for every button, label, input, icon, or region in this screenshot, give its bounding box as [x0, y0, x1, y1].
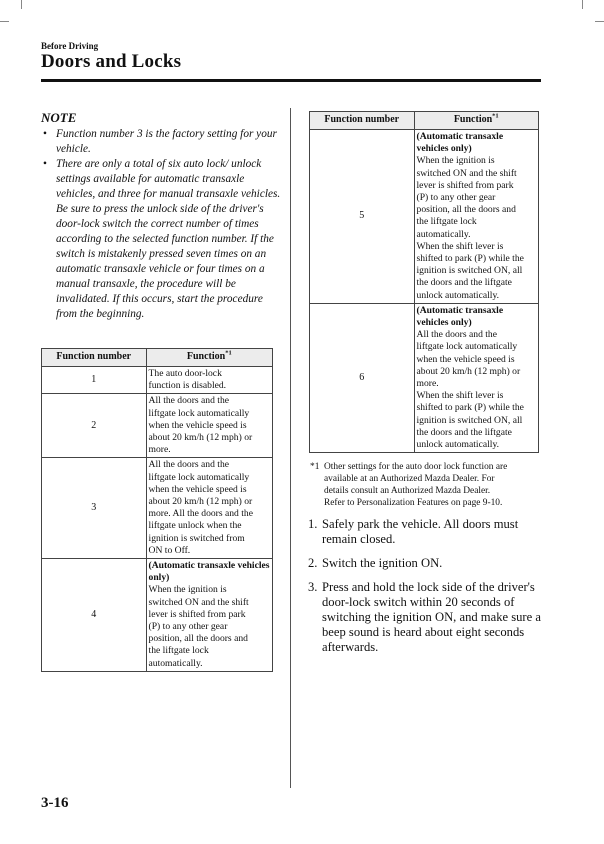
crop-mark — [21, 0, 22, 9]
desc-line: unlock automatically. — [416, 439, 500, 451]
step-number: 2. — [308, 556, 318, 570]
desc-line: position, all the doors and — [148, 633, 248, 645]
note-bullet: • Function number 3 is the factory setting for your vehicle. — [41, 127, 281, 157]
col-header-function — [414, 112, 538, 130]
function-description — [414, 303, 538, 452]
desc-line: function is disabled. — [148, 380, 227, 392]
col-header-function-label: Function — [186, 351, 226, 363]
desc-line: switched ON and the shift — [148, 596, 249, 608]
col-header-number: Function number — [42, 349, 147, 367]
table-row — [42, 458, 273, 559]
desc-line: unlock automatically. — [416, 289, 500, 301]
note-list — [41, 127, 281, 322]
footnote — [310, 461, 540, 509]
desc-line: When the shift lever is — [416, 240, 504, 252]
function-description — [146, 559, 272, 672]
procedure-steps — [308, 517, 544, 664]
desc-line: automatically. — [416, 228, 471, 240]
desc-line: lever is shifted from park — [148, 608, 246, 620]
step-text: Switch the ignition ON. — [322, 556, 443, 570]
desc-line: the liftgate lock — [148, 645, 209, 657]
col-header-function — [146, 349, 272, 367]
table-header-row — [42, 349, 273, 367]
footnote-mark: *1 — [310, 462, 320, 472]
note-title: NOTE — [41, 110, 77, 125]
step-item — [308, 517, 544, 547]
footnote-line: available at an Authorized Mazda Dealer. For — [324, 474, 495, 484]
desc-line: ignition is switched ON, all — [416, 414, 523, 426]
desc-line: liftgate lock automatically — [148, 471, 250, 483]
desc-line: ON to Off. — [148, 544, 191, 556]
desc-line: more. All the doors and the — [148, 508, 253, 520]
step-number: 1. — [308, 517, 318, 531]
table-row — [42, 394, 273, 458]
function-number: 4 — [42, 559, 147, 672]
step-text: Press and hold the lock side of the driver's door-lock switch within 20 seconds of switching the ignition ON, and make sure a beep sound is heard about eight seconds afterwards. — [322, 580, 541, 654]
footnote-line: details consult an Authorized Mazda Dealer. — [324, 486, 491, 496]
crop-mark — [0, 21, 9, 22]
footnote-line: Other settings for the auto door lock function are — [324, 462, 508, 472]
desc-condition: (Automatic transaxle vehicles only) — [148, 560, 270, 584]
page-number: 3-16 — [41, 795, 69, 811]
desc-line: the doors and the liftgate — [416, 277, 512, 289]
desc-line: more. — [148, 444, 171, 456]
desc-line: liftgate lock automatically — [148, 407, 250, 419]
desc-line: All the doors and the — [148, 395, 229, 407]
function-number: 3 — [42, 458, 147, 559]
crop-mark — [595, 21, 604, 22]
function-description — [146, 367, 272, 394]
function-number: 6 — [310, 303, 415, 452]
footnote-ref: *1 — [225, 350, 232, 358]
desc-condition: (Automatic transaxle vehicles only) — [416, 131, 504, 155]
step-item — [308, 556, 544, 571]
table-row — [42, 559, 273, 672]
function-table-left — [41, 348, 273, 672]
function-number: 1 — [42, 367, 147, 394]
table-row — [310, 130, 539, 304]
function-table-right — [309, 111, 539, 453]
desc-line: shifted to park (P) while the — [416, 253, 524, 265]
desc-line: liftgate unlock when the — [148, 520, 242, 532]
desc-line: about 20 km/h (12 mph) or — [148, 496, 253, 508]
desc-line: position, all the doors and — [416, 204, 516, 216]
step-item — [308, 580, 544, 655]
desc-line: more. — [416, 378, 439, 390]
desc-line: All the doors and the — [416, 329, 497, 341]
section-label: Before Driving — [41, 41, 99, 51]
function-number: 5 — [310, 130, 415, 304]
desc-line: when the vehicle speed is — [148, 483, 247, 495]
function-number: 2 — [42, 394, 147, 458]
desc-line: When the ignition is — [148, 584, 227, 596]
desc-line: (P) to any other gear — [148, 621, 228, 633]
desc-line: (P) to any other gear — [416, 192, 496, 204]
desc-line: when the vehicle speed is — [148, 419, 247, 431]
function-description — [414, 130, 538, 304]
col-header-number: Function number — [310, 112, 415, 130]
footnote-line: Refer to Personalization Features on page 9-10. — [324, 498, 503, 508]
desc-line: When the ignition is — [416, 155, 495, 167]
desc-line: lever is shifted from park — [416, 179, 514, 191]
crop-mark — [582, 0, 583, 9]
desc-line: automatically. — [148, 657, 203, 669]
desc-line: when the vehicle speed is — [416, 353, 515, 365]
desc-line: switched ON and the shift — [416, 167, 517, 179]
desc-line: The auto door-lock — [148, 368, 222, 379]
header-rule — [41, 79, 541, 82]
table-row — [310, 303, 539, 452]
step-number: 3. — [308, 580, 318, 594]
desc-line: the liftgate lock — [416, 216, 477, 228]
desc-line: ignition is switched from — [148, 532, 245, 544]
footnote-ref: *1 — [492, 113, 499, 121]
table-header-row — [310, 112, 539, 130]
note-box — [41, 110, 281, 322]
page-title: Doors and Locks — [41, 51, 182, 72]
desc-line: the doors and the liftgate — [416, 426, 512, 438]
desc-condition: (Automatic transaxle vehicles only) — [416, 304, 504, 329]
step-text: Safely park the vehicle. All doors must remain closed. — [322, 517, 519, 546]
desc-line: All the doors and the — [148, 459, 229, 471]
desc-line: liftgate lock automatically — [416, 341, 518, 353]
note-bullet: • There are only a total of six auto lock/ unlock settings available for automatic transaxle vehicles, and three for manual transaxle vehicles. Be sure to press the unlock side of the driver's door-lock switch the correct number of times according to the selected function number. If the switch is mistakenly pressed seven times on an automatic transaxle vehicle or four times on a manual transaxle, the procedure will be invalidated. If this occurs, start the procedure from the beginning. — [41, 157, 281, 322]
table-row — [42, 367, 273, 394]
desc-line: shifted to park (P) while the — [416, 402, 524, 414]
column-divider — [290, 108, 291, 788]
footnote-body — [310, 461, 540, 509]
desc-line: about 20 km/h (12 mph) or — [416, 365, 521, 377]
desc-line: When the shift lever is — [416, 390, 504, 402]
col-header-function-label: Function — [453, 114, 493, 126]
function-description — [146, 394, 272, 458]
desc-line: ignition is switched ON, all — [416, 265, 523, 277]
desc-line: about 20 km/h (12 mph) or — [148, 432, 253, 444]
function-description — [146, 458, 272, 559]
